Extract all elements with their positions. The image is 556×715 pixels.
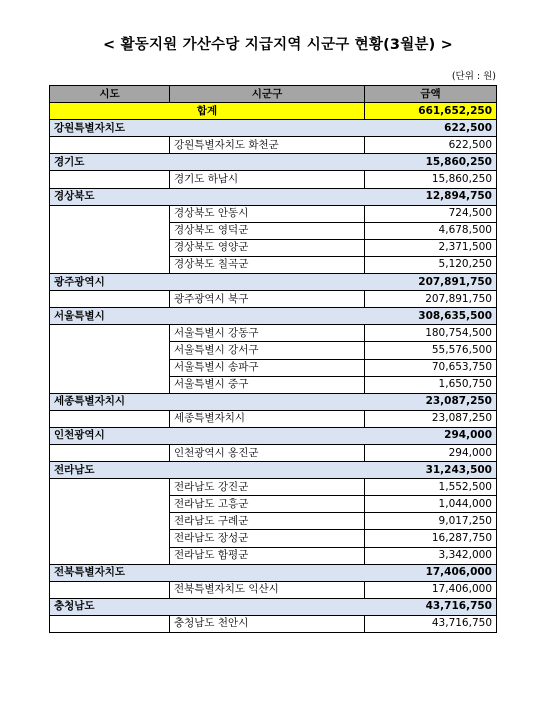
district-indent xyxy=(50,239,170,256)
province-gap xyxy=(170,462,365,479)
district-indent xyxy=(50,171,170,188)
district-amount: 5,120,250 xyxy=(365,256,497,273)
province-gap xyxy=(170,120,365,137)
province-row xyxy=(50,427,497,444)
province-amount: 12,894,750 xyxy=(365,188,497,205)
district-name: 경상북도 칠곡군 xyxy=(170,256,365,273)
province-gap xyxy=(170,564,365,581)
district-row xyxy=(50,513,497,530)
district-name: 전라남도 강진군 xyxy=(170,479,365,496)
province-amount: 43,716,750 xyxy=(365,598,497,615)
province-name: 강원특별자치도 xyxy=(50,120,170,137)
district-name: 경상북도 영덕군 xyxy=(170,222,365,239)
district-amount: 294,000 xyxy=(365,444,497,461)
district-row xyxy=(50,137,497,154)
district-name: 전라남도 구례군 xyxy=(170,513,365,530)
district-amount: 2,371,500 xyxy=(365,239,497,256)
total-row xyxy=(50,103,497,120)
district-row xyxy=(50,291,497,308)
province-amount: 622,500 xyxy=(365,120,497,137)
district-indent xyxy=(50,359,170,376)
header-amount: 금액 xyxy=(365,86,497,103)
province-row xyxy=(50,393,497,410)
province-gap xyxy=(170,188,365,205)
district-amount: 55,576,500 xyxy=(365,342,497,359)
total-amount: 661,652,250 xyxy=(365,103,497,120)
district-indent xyxy=(50,342,170,359)
header-district: 시군구 xyxy=(170,86,365,103)
province-row xyxy=(50,308,497,325)
province-amount: 294,000 xyxy=(365,427,497,444)
province-gap xyxy=(170,427,365,444)
province-gap xyxy=(170,154,365,171)
province-gap xyxy=(170,598,365,615)
province-amount: 31,243,500 xyxy=(365,462,497,479)
province-row xyxy=(50,598,497,615)
district-amount: 43,716,750 xyxy=(365,615,497,632)
province-amount: 17,406,000 xyxy=(365,564,497,581)
province-name: 경기도 xyxy=(50,154,170,171)
province-amount: 207,891,750 xyxy=(365,274,497,291)
province-name: 인천광역시 xyxy=(50,427,170,444)
district-row xyxy=(50,615,497,632)
district-name: 전북특별자치도 익산시 xyxy=(170,581,365,598)
province-row xyxy=(50,462,497,479)
district-indent xyxy=(50,496,170,513)
province-name: 전북특별자치도 xyxy=(50,564,170,581)
province-gap xyxy=(170,393,365,410)
district-row xyxy=(50,496,497,513)
district-amount: 3,342,000 xyxy=(365,547,497,564)
header-province: 시도 xyxy=(50,86,170,103)
district-name: 전라남도 함평군 xyxy=(170,547,365,564)
district-amount: 16,287,750 xyxy=(365,530,497,547)
province-row xyxy=(50,564,497,581)
district-row xyxy=(50,256,497,273)
district-indent xyxy=(50,325,170,342)
district-name: 경기도 하남시 xyxy=(170,171,365,188)
district-name: 서울특별시 강동구 xyxy=(170,325,365,342)
district-amount: 9,017,250 xyxy=(365,513,497,530)
district-name: 전라남도 고흥군 xyxy=(170,496,365,513)
province-name: 세종특별자치시 xyxy=(50,393,170,410)
district-name: 충청남도 천안시 xyxy=(170,615,365,632)
district-amount: 1,552,500 xyxy=(365,479,497,496)
district-row xyxy=(50,444,497,461)
district-row xyxy=(50,239,497,256)
district-name: 서울특별시 중구 xyxy=(170,376,365,393)
district-amount: 4,678,500 xyxy=(365,222,497,239)
district-row xyxy=(50,479,497,496)
district-row xyxy=(50,205,497,222)
district-indent xyxy=(50,291,170,308)
province-row xyxy=(50,188,497,205)
province-row xyxy=(50,120,497,137)
province-name: 광주광역시 xyxy=(50,274,170,291)
allowance-table xyxy=(49,85,497,633)
district-indent xyxy=(50,479,170,496)
district-row xyxy=(50,325,497,342)
district-amount: 1,650,750 xyxy=(365,376,497,393)
district-name: 서울특별시 송파구 xyxy=(170,359,365,376)
district-amount: 1,044,000 xyxy=(365,496,497,513)
province-gap xyxy=(170,274,365,291)
district-name: 세종특별자치시 xyxy=(170,410,365,427)
province-gap xyxy=(170,308,365,325)
total-label: 합계 xyxy=(50,103,365,120)
district-row xyxy=(50,530,497,547)
province-name: 경상북도 xyxy=(50,188,170,205)
province-amount: 15,860,250 xyxy=(365,154,497,171)
district-indent xyxy=(50,615,170,632)
district-row xyxy=(50,581,497,598)
district-amount: 70,653,750 xyxy=(365,359,497,376)
district-indent xyxy=(50,410,170,427)
district-row xyxy=(50,222,497,239)
district-indent xyxy=(50,581,170,598)
province-amount: 308,635,500 xyxy=(365,308,497,325)
district-indent xyxy=(50,256,170,273)
district-amount: 622,500 xyxy=(365,137,497,154)
district-name: 서울특별시 강서구 xyxy=(170,342,365,359)
district-indent xyxy=(50,137,170,154)
page-title: < 활동지원 가산수당 지급지역 시군구 현황(3월분) > xyxy=(102,37,454,53)
district-amount: 724,500 xyxy=(365,205,497,222)
province-amount: 23,087,250 xyxy=(365,393,497,410)
district-amount: 180,754,500 xyxy=(365,325,497,342)
district-indent xyxy=(50,547,170,564)
district-amount: 207,891,750 xyxy=(365,291,497,308)
province-name: 전라남도 xyxy=(50,462,170,479)
district-row xyxy=(50,547,497,564)
province-name: 충청남도 xyxy=(50,598,170,615)
province-name: 서울특별시 xyxy=(50,308,170,325)
district-name: 전라남도 장성군 xyxy=(170,530,365,547)
header-row xyxy=(50,86,497,103)
province-row xyxy=(50,154,497,171)
district-name: 강원특별자치도 화천군 xyxy=(170,137,365,154)
district-indent xyxy=(50,444,170,461)
unit-label: (단위 : 원) xyxy=(451,71,496,82)
district-amount: 15,860,250 xyxy=(365,171,497,188)
district-row xyxy=(50,359,497,376)
district-name: 경상북도 영양군 xyxy=(170,239,365,256)
district-row xyxy=(50,342,497,359)
district-name: 경상북도 안동시 xyxy=(170,205,365,222)
district-name: 광주광역시 북구 xyxy=(170,291,365,308)
district-row xyxy=(50,376,497,393)
district-name: 인천광역시 옹진군 xyxy=(170,444,365,461)
district-indent xyxy=(50,376,170,393)
district-amount: 17,406,000 xyxy=(365,581,497,598)
district-indent xyxy=(50,530,170,547)
province-row xyxy=(50,274,497,291)
district-row xyxy=(50,171,497,188)
district-indent xyxy=(50,205,170,222)
district-row xyxy=(50,410,497,427)
district-amount: 23,087,250 xyxy=(365,410,497,427)
district-indent xyxy=(50,222,170,239)
district-indent xyxy=(50,513,170,530)
